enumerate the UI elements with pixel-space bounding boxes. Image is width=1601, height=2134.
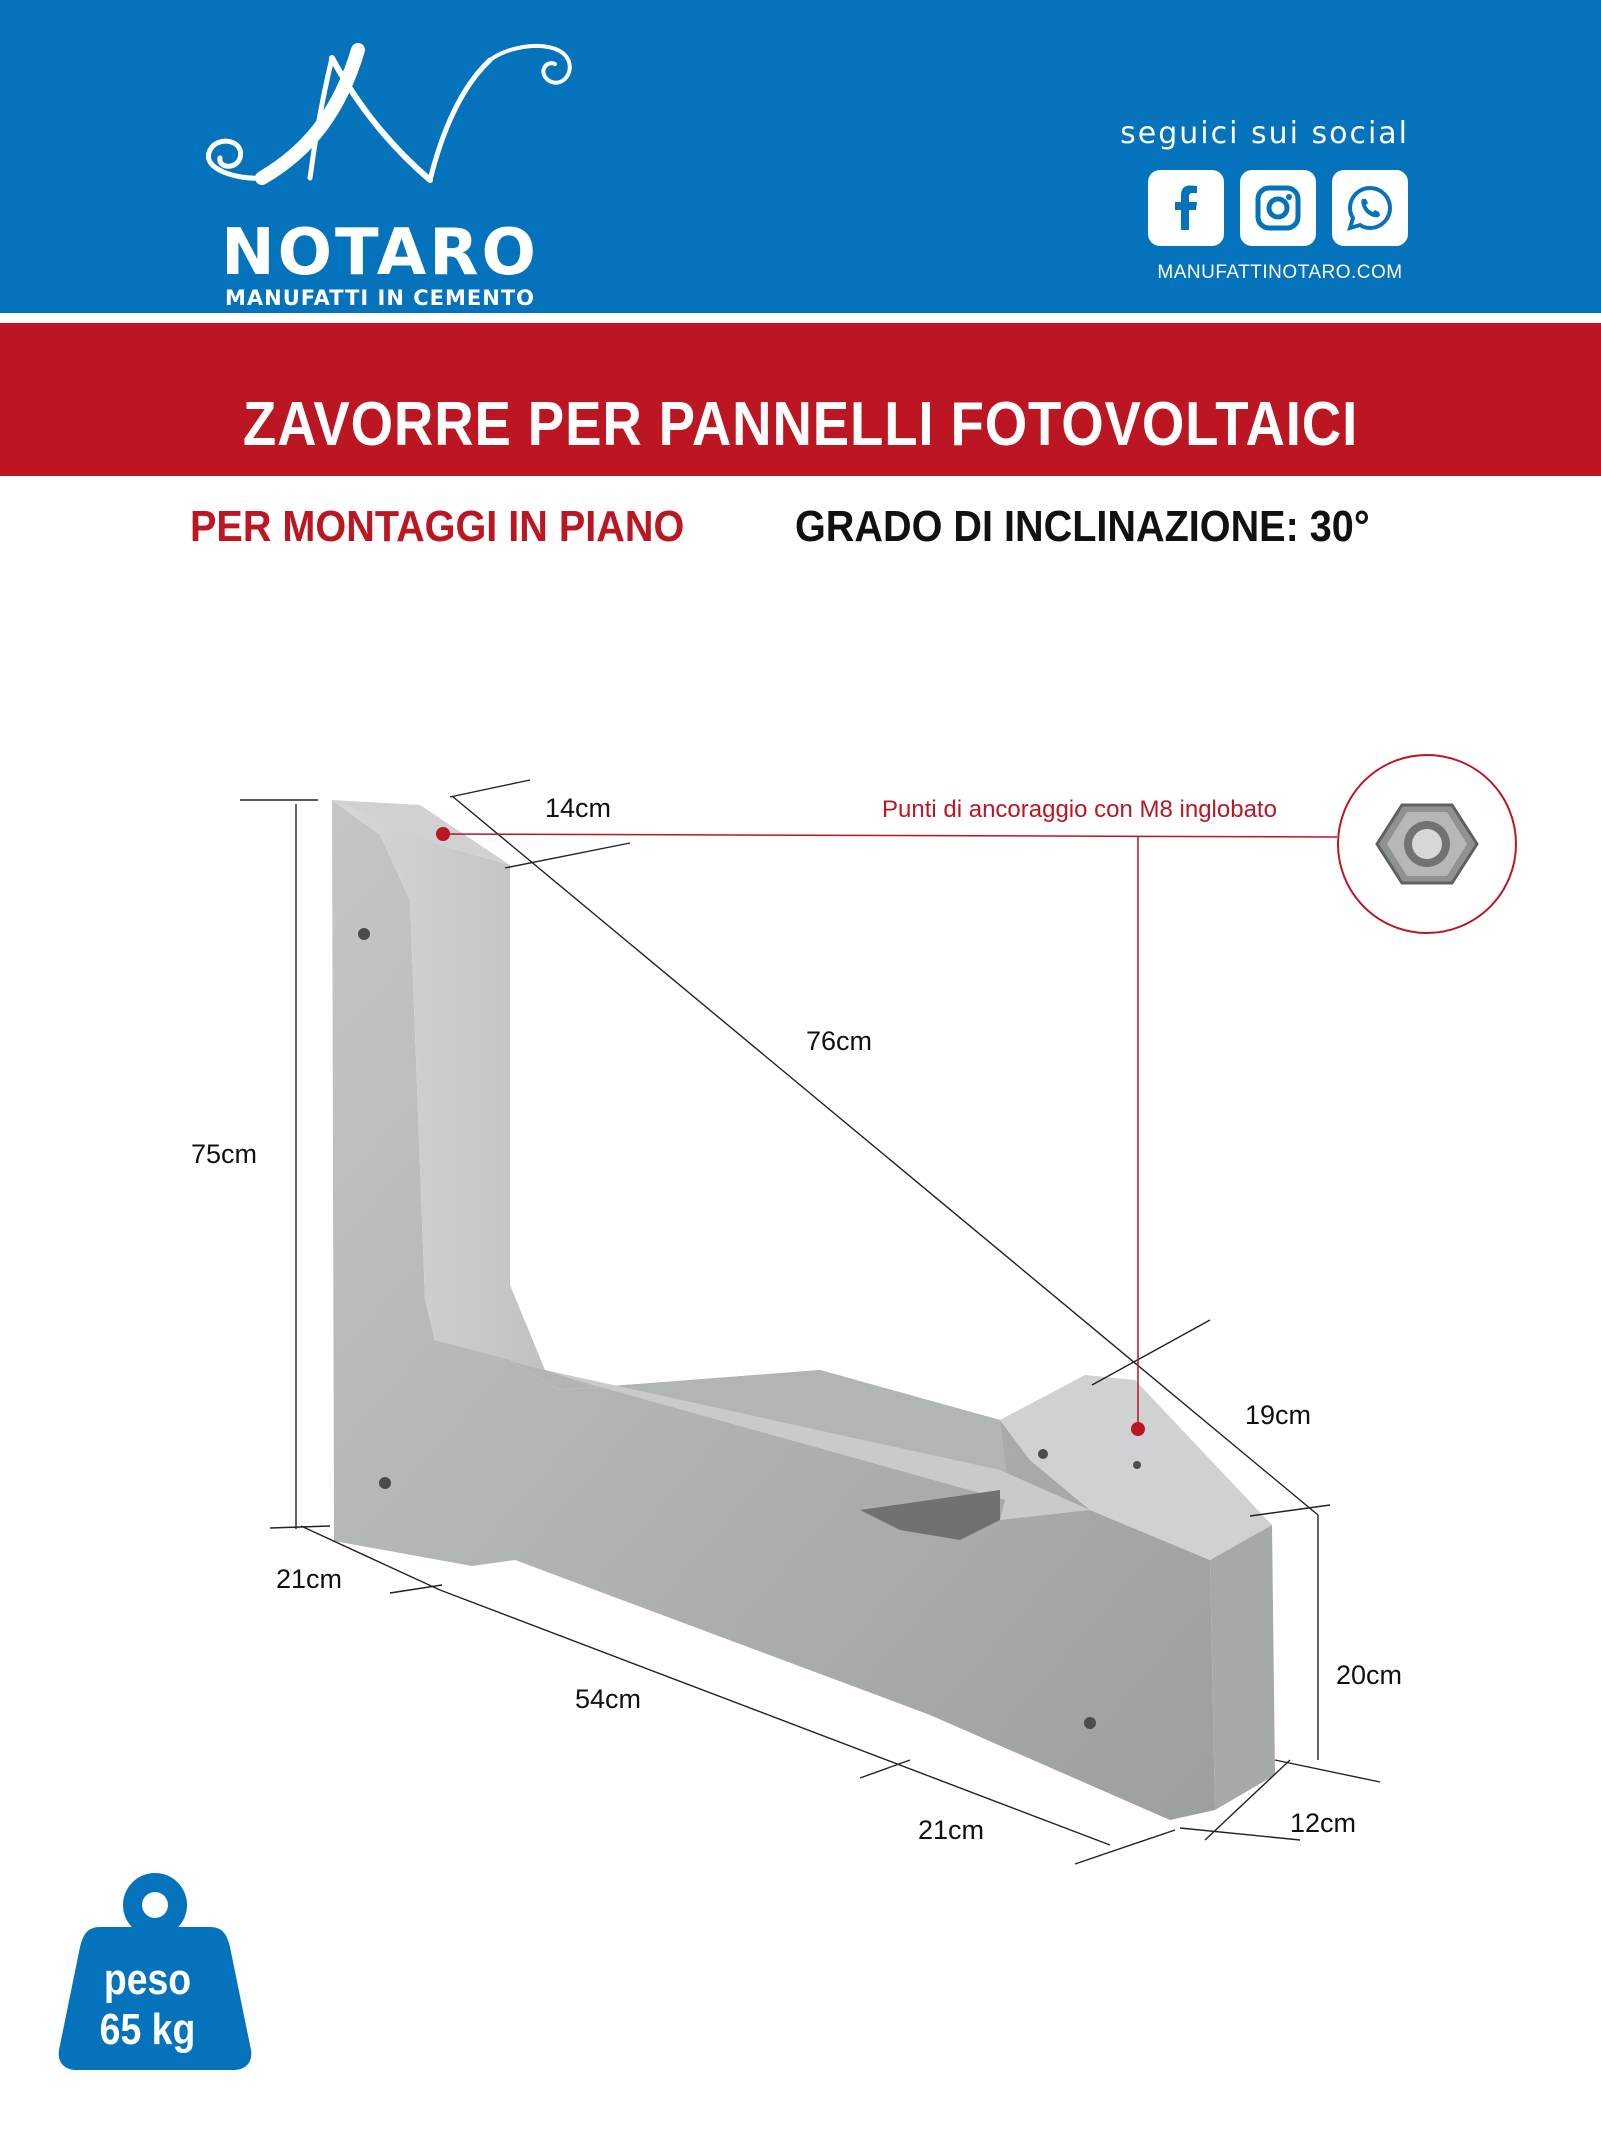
dim-height: 75cm: [191, 1139, 258, 1169]
dim-front-height: 20cm: [1336, 1660, 1403, 1690]
m8-nut-callout: [1337, 754, 1517, 934]
anchor-leaders: [443, 834, 1337, 1429]
anchor-note: Punti di ancoraggio con M8 inglobato: [882, 796, 1277, 823]
weight-label: [73, 1955, 222, 2055]
logo-n-mark: [190, 30, 580, 230]
inclination-degree: GRADO DI INCLINAZIONE: 30°: [795, 502, 1370, 551]
website-link[interactable]: MANUFATTINOTARO.COM: [1157, 262, 1403, 283]
notaro-logo[interactable]: [190, 30, 580, 310]
dim-base-length: 54cm: [575, 1684, 642, 1714]
dim-depth: 12cm: [1290, 1808, 1357, 1838]
instagram-icon: [1252, 182, 1304, 234]
product-title: ZAVORRE PER PANNELLI FOTOVOLTAICI: [242, 390, 1359, 459]
mounting-type: PER MONTAGGI IN PIANO: [190, 502, 685, 551]
facebook-button[interactable]: [1148, 170, 1224, 246]
anchor-point-top: [436, 827, 450, 841]
weight-title: peso: [103, 1955, 192, 2004]
whatsapp-button[interactable]: [1332, 170, 1408, 246]
dim-rear-block: 19cm: [1245, 1400, 1312, 1430]
facebook-icon: [1160, 182, 1212, 234]
dim-base-right: 21cm: [918, 1815, 985, 1845]
social-links: [1148, 170, 1408, 246]
brand-tagline: MANUFATTI IN CEMENTO: [224, 286, 536, 310]
instagram-button[interactable]: [1240, 170, 1316, 246]
dim-diagonal: 76cm: [806, 1026, 873, 1056]
whatsapp-icon: [1344, 182, 1396, 234]
concrete-ballast: [332, 800, 1275, 1820]
anchor-point-rear: [1131, 1422, 1145, 1436]
dim-base-left: 21cm: [276, 1564, 343, 1594]
social-title: seguici sui social: [1120, 116, 1409, 151]
brand-name: NOTARO: [221, 216, 539, 290]
header-divider: [0, 313, 1601, 323]
dim-top-width: 14cm: [545, 793, 612, 823]
hex-nut-icon: [1339, 756, 1515, 932]
weight-value: 65 kg: [99, 2005, 196, 2054]
